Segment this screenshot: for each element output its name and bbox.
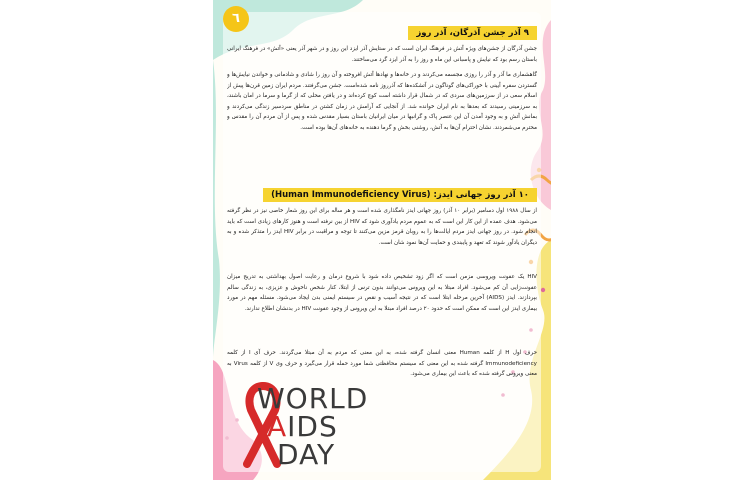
section2-paragraph-2: HIV یک عفونت ویروسی مزمن است که اگر زود تشخیص داده شود با شروع درمان و رعایت اصول بهداشتی به تدریج میزان عفونت‌زایی آن کم می‌شود. افراد مبتلا به این ویروس می‌توانند بدون ترس از ابتلا، کنار شخص ناخوش و عزیزی، به زندگی سالم بپردازند. ایدز (AIDS) آخرین مرحله ابتلا است که در نتیجه آسیب و نقص در سیستم ایمنی بدن ایجاد می‌شود. مسئله مهم در مورد بیماری ایدز این است که ممکن است که حدود ۲۰ درصد افراد مبتلا به این ویروس از وجود عفونت HIV در بدنشان اطلاع ندارند. bbox=[227, 274, 537, 312]
logo-word-world: WORLD bbox=[257, 382, 369, 415]
document-page bbox=[213, 0, 551, 480]
section2-heading: ۱۰ آذر روز جهانی ایدز: (Human Immunodeficiency Virus) bbox=[263, 188, 537, 202]
section2-paragraph-1: از سال ۱۹۸۸ اول دسامبر (برابر ۱۰ آذر) روز جهانی ایدز نامگذاری شده است و هر ساله برای این روز شعار خاصی نیز در نظر گرفته می‌شود. هدف عمده از این کار این است که به عموم مردم یادآوری شود که HIV از بین نرفته است و هنوز کارهای زیادی است که باید انجام شود. در روز جهانی ایدز مردم ایالت‌ها را به روبان قرمز مزین می‌کنند تا توجه و مراقبت در برابر HIV ایدز را متذکر شده و به دیگران یادآور شوند که تعهد و پایبندی و حمایت آن‌ها نمود شان است. bbox=[227, 208, 537, 246]
page-number-badge: ٦ bbox=[223, 6, 249, 32]
logo-letters-ids: IDS bbox=[287, 410, 338, 443]
section1-heading: ۹ آذر جشن آذرگان، آذر روز bbox=[408, 26, 537, 40]
section1-paragraph-2: گاهشماری ما آذر و آذر را روزی مجسمه می‌کردند و در خانه‌ها و نهادها آتش افروخته و آن روز را شادی و شادمانی و خواندن نیایش‌ها و گستردن سفره آیینی با خوراکی‌های گوناگون در آتشکده‌ها که آذرروز نامه شده‌است. جشن می‌گرفتند. مردم ایران زمین قرن‌ها پیش از اسلام سعی در از سرزمین‌های سردی که در شمال قرار داشته است کوچ کرده‌اند و در یافتن محلی که از گرما و سرما در امان باشند، به سرزمینی رسیدند که بعدها به نام ایران خوانده شد. از آنجایی که آرامش در زمان کشتن در مناطق سردسیر زندگی می‌کردند و بمانش آتش و به وجود آمدن آن این عنصر پاک و گرانبها در میان ایرانیان باستان بسیار مقدس شده و پس از آن مردم آن را مقدس و محترم می‌شمردند. نشان احترام آن‌ها به آتش، روشنی بخش و گرما دهنده به خانه‌های آن‌ها بوده است. bbox=[227, 72, 537, 131]
section2-paragraph-3: حرف اول H از کلمه Human معنی انسان گرفته شده، به این معنی که مردم به آن مبتلا می‌گردند. حرف آی I از کلمه Immunodeficiency گرفته شده به این معنی که سیستم محافظتی شما مورد حمله قرار می‌گیرد و حرف وی V از کلمه Virus به معنی ویروس گرفته شده که باعث این بیماری می‌شود. bbox=[227, 350, 537, 378]
logo-letter-a: A bbox=[267, 410, 288, 443]
section1-paragraph-1: جشن آذرگان از جشن‌های ویژه آتش در فرهنگ ایران است که در ستایش آذر ایزد این روز و در شهر آذر یعنی «آتش» در فرهنگ ایرانی باستان رسم بود که نیایش و پاسبانی این ماه و روز را به آذر ایزد گرد می‌ساختند. bbox=[227, 46, 537, 63]
logo-word-day: DAY bbox=[277, 438, 336, 471]
world-aids-day-logo bbox=[233, 380, 369, 471]
